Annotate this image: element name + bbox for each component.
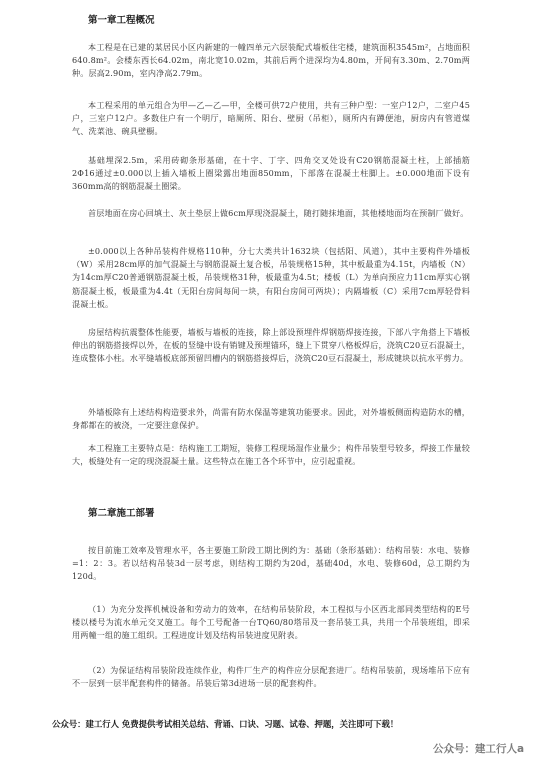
- paragraph-1-8: 本工程施工主要特点是：结构施工工期短，装修工程现场湿作业量少；构件吊装型号较多，焊接工作量较大，板缝处有一定的现浇混凝土量。这些特点在施工各个环节中，应引起重视。: [72, 443, 470, 467]
- paragraph-1-2: 本工程采用的单元组合为甲—乙—乙—甲，全楼可供72户使用，共有三种户型：一室户12户，二室户45户，三室户12户。多数住户有一个明厅，暗厕所、阳台、壁厨（吊柜），厕所内有蹲便池，厨房内有管道煤气、洗菜池、碗具壁橱。: [72, 100, 470, 137]
- chapter-2-heading: 第二章施工部署: [88, 508, 155, 519]
- paragraph-1-6: 房屋结构抗震整体性能要，墙板与墙板的连接，除上部设预埋件焊钢筋焊接连接，下部八字角搭上下墙板伸出的钢筋搭接焊以外，在板的竖缝中设有销键及预埋锚环，缝上下贯穿八格板焊后，浇筑C20豆石混凝土，连成整体小柱。水平缝墙板底部预留凹槽内的钢筋搭接焊后，浇筑C20豆石混凝土，形成键块以抗水平剪力。: [72, 327, 470, 364]
- chapter-1-heading: 第一章工程概况: [88, 15, 155, 26]
- paragraph-1-7: 外墙板除有上述结构构造要求外，尚需有防水保温等建筑功能要求。因此，对外墙板侧面构造防水的槽，身都都在的被浇，一定要注意保护。: [72, 407, 470, 431]
- paragraph-1-1: 本工程是在已建的某居民小区内新建的一幢四单元六层装配式墙板住宅楼，建筑面积3545m²，占地面积640.8m²。会楼东西长64.02m，南北宽10.02m，其前后两个进深均为4.80m，开间有3.30m、2.70m两种。层高2.90m，室内净高2.79m。: [72, 42, 470, 79]
- watermark-text: 公众号：建工行人a: [433, 743, 525, 755]
- paragraph-2-1: 按目前施工效率及管理水平，各主要施工阶段工期比例约为：基础（条形基础）：结构吊装：水电、装修=1：2：3。若以结构吊装3d一层考虑，则结构工期约为20d，基础40d，水电、装修60d，总工期约为120d。: [72, 545, 470, 582]
- paragraph-1-5: ±0.000以上各种吊装构件规格110种，分七大类共计1632块（包括阳、风道），其中主要构件外墙板（W）采用28cm厚的加气混凝土与钢筋混凝土复合板，吊装规格15种，其中板最重为4.15t，内墙板（N）为14cm厚C20普通钢筋混凝土板，吊装规格31种，板最重为4.5t；楼板（L）为单向预应力11cm厚实心钢筋混凝土板，板最重为4.4t（无阳台房间每间一块，有阳台房间可两块）；内隔墙板（C）采用7cm厚轻骨料混凝土板。: [72, 246, 470, 309]
- paragraph-1-4: 首层地面在房心回填土、灰土垫层上做6cm厚现浇混凝土，随打随抹地面，其他楼地面均在预制厂做好。: [88, 208, 469, 218]
- paragraph-1-3: 基础埋深2.5m，采用砖砌条形基础，在十字、丁字、四角交叉处设有C20钢筋混凝土柱，上部插筋2Φ16通过±0.000以上插入墙板上圈梁露出地面850mm，下部落在混凝土柱脚上。±0.000地面下设有360mm高的钢筋混凝土圈梁。: [72, 155, 470, 192]
- paragraph-2-3: （2）为保证结构吊装阶段连续作业，构件厂生产的构件应分层配套进厂。结构吊装前，现场堆吊下应有不一层到一层半配套构件的储备。吊装后第3d进场一层的配套构件。: [72, 665, 470, 689]
- paragraph-2-2: （1）为充分发挥机械设备和劳动力的效率，在结构吊装阶段，本工程拟与小区西北部同类型结构的E号楼以楼号为流水单元交叉施工。每个工号配备一台TQ60/80塔吊及一套吊装工具，共用一个吊装班组，即采用两幢一组的施工组织。工程进度计划及结构吊装进度见附表。: [72, 604, 470, 641]
- footer-promo-text: 公众号：建工行人 免费提供考试相关总结、背诵、口诀、习题、试卷、押题，关注即可下载！: [52, 719, 399, 729]
